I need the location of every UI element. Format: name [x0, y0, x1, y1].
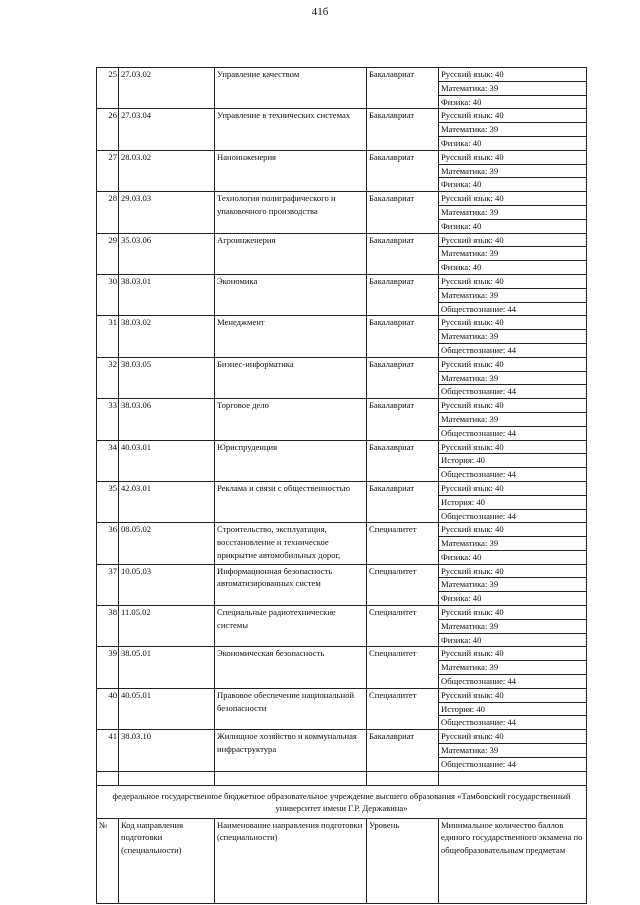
subject-min-score: Русский язык: 40	[439, 233, 587, 247]
subject-min-score: Обществознание: 44	[439, 468, 587, 482]
header-name: Наименование направления подготовки (специальности)	[215, 818, 367, 903]
row-number: 34	[97, 440, 119, 481]
subject-min-score: Обществознание: 44	[439, 509, 587, 523]
row-number: 33	[97, 399, 119, 440]
program-name: Экономическая безопасность	[215, 647, 367, 688]
subject-min-score: Математика: 39	[439, 371, 587, 385]
subject-min-score: Русский язык: 40	[439, 647, 587, 661]
education-level: Бакалавриат	[367, 399, 439, 440]
header-row	[97, 818, 587, 903]
program-code: 38.03.06	[119, 399, 215, 440]
education-level: Бакалавриат	[367, 150, 439, 191]
subject-min-score: Русский язык: 40	[439, 564, 587, 578]
row-number: 37	[97, 564, 119, 605]
table-row	[97, 688, 587, 702]
row-number: 36	[97, 523, 119, 564]
subject-min-score: Обществознание: 44	[439, 426, 587, 440]
row-number: 41	[97, 730, 119, 771]
program-code: 27.03.04	[119, 109, 215, 150]
program-name: Управление качеством	[215, 68, 367, 109]
program-name: Экономика	[215, 274, 367, 315]
empty-cell	[215, 771, 367, 785]
program-name: Информационная безопасность автоматизированных систем	[215, 564, 367, 605]
program-name: Наноинженерия	[215, 150, 367, 191]
admission-table	[96, 67, 587, 904]
row-number: 32	[97, 357, 119, 398]
table-row	[97, 606, 587, 620]
program-name: Юриспруденция	[215, 440, 367, 481]
empty-row	[97, 771, 587, 785]
subject-min-score: Математика: 39	[439, 164, 587, 178]
table-row	[97, 109, 587, 123]
subject-min-score: Физика: 40	[439, 633, 587, 647]
subject-min-score: Математика: 39	[439, 205, 587, 219]
row-number: 26	[97, 109, 119, 150]
education-level: Бакалавриат	[367, 316, 439, 357]
program-name: Менеджмент	[215, 316, 367, 357]
subject-min-score: Физика: 40	[439, 178, 587, 192]
program-code: 10.05.03	[119, 564, 215, 605]
program-code: 38.03.01	[119, 274, 215, 315]
row-number: 31	[97, 316, 119, 357]
program-name: Жилищное хозяйство и коммунальная инфраструктура	[215, 730, 367, 771]
program-code: 29.03.03	[119, 192, 215, 233]
table-row	[97, 647, 587, 661]
program-code: 28.03.02	[119, 150, 215, 191]
program-name: Торговое дело	[215, 399, 367, 440]
education-level: Бакалавриат	[367, 357, 439, 398]
education-level: Бакалавриат	[367, 730, 439, 771]
program-code: 42.03.01	[119, 481, 215, 522]
subject-min-score: Физика: 40	[439, 219, 587, 233]
program-code: 08.05.02	[119, 523, 215, 564]
header-code: Код направления подготовки (специальности)	[119, 818, 215, 903]
row-number: 39	[97, 647, 119, 688]
subject-min-score: Русский язык: 40	[439, 357, 587, 371]
empty-cell	[119, 771, 215, 785]
subject-min-score: Обществознание: 44	[439, 675, 587, 689]
subject-min-score: История: 40	[439, 454, 587, 468]
empty-cell	[439, 771, 587, 785]
row-number: 25	[97, 68, 119, 109]
subject-min-score: Обществознание: 44	[439, 757, 587, 771]
row-number: 30	[97, 274, 119, 315]
program-name: Агроинженерия	[215, 233, 367, 274]
subject-min-score: Русский язык: 40	[439, 688, 587, 702]
program-code: 35.03.06	[119, 233, 215, 274]
table-row	[97, 192, 587, 206]
subject-min-score: Математика: 39	[439, 247, 587, 261]
education-level: Специалитет	[367, 564, 439, 605]
table-row	[97, 150, 587, 164]
row-number: 28	[97, 192, 119, 233]
program-name: Бизнес-информатика	[215, 357, 367, 398]
row-number: 29	[97, 233, 119, 274]
subject-min-score: Математика: 39	[439, 123, 587, 137]
subject-min-score: Математика: 39	[439, 412, 587, 426]
header-min-score: Минимальное количество баллов единого государственного экзамена по общеобразовательным предметам	[439, 818, 587, 903]
subject-min-score: Русский язык: 40	[439, 399, 587, 413]
program-code: 38.03.10	[119, 730, 215, 771]
subject-min-score: Русский язык: 40	[439, 606, 587, 620]
education-level: Специалитет	[367, 523, 439, 564]
table-row	[97, 523, 587, 537]
program-code: 38.03.02	[119, 316, 215, 357]
subject-min-score: История: 40	[439, 702, 587, 716]
table-row	[97, 481, 587, 495]
program-code: 40.03.01	[119, 440, 215, 481]
table-row	[97, 440, 587, 454]
subject-min-score: Математика: 39	[439, 81, 587, 95]
subject-min-score: Физика: 40	[439, 95, 587, 109]
program-code: 38.03.05	[119, 357, 215, 398]
program-name: Технология полиграфического и упаковочного производства	[215, 192, 367, 233]
row-number: 40	[97, 688, 119, 729]
education-level: Бакалавриат	[367, 274, 439, 315]
subject-min-score: Обществознание: 44	[439, 302, 587, 316]
row-number: 27	[97, 150, 119, 191]
subject-min-score: Русский язык: 40	[439, 440, 587, 454]
organization-row	[97, 785, 587, 818]
program-name: Специальные радиотехнические системы	[215, 606, 367, 647]
subject-min-score: Физика: 40	[439, 592, 587, 606]
education-level: Бакалавриат	[367, 233, 439, 274]
table-row	[97, 316, 587, 330]
subject-min-score: Физика: 40	[439, 136, 587, 150]
page-number: 41б	[311, 6, 329, 18]
subject-min-score: Русский язык: 40	[439, 523, 587, 537]
table-row	[97, 564, 587, 578]
program-name: Правовое обеспечение национальной безопасности	[215, 688, 367, 729]
organization-name: федеральное государственное бюджетное образовательное учреждение высшего образования «Тамбовский государственный университет имени Г.Р. Державина»	[97, 785, 587, 818]
row-number: 35	[97, 481, 119, 522]
education-level: Специалитет	[367, 606, 439, 647]
subject-min-score: Математика: 39	[439, 619, 587, 633]
table-row	[97, 233, 587, 247]
education-level: Бакалавриат	[367, 481, 439, 522]
table-row	[97, 68, 587, 82]
table-row	[97, 399, 587, 413]
subject-min-score: Математика: 39	[439, 661, 587, 675]
program-name: Строительство, эксплуатация, восстановление и техническое прикрытие автомобильных дорог,	[215, 523, 367, 564]
program-code: 11.05.02	[119, 606, 215, 647]
header-number: №	[97, 818, 119, 903]
subject-min-score: Обществознание: 44	[439, 716, 587, 730]
education-level: Специалитет	[367, 647, 439, 688]
subject-min-score: Русский язык: 40	[439, 192, 587, 206]
education-level: Бакалавриат	[367, 68, 439, 109]
program-name: Управление в технических системах	[215, 109, 367, 150]
subject-min-score: Русский язык: 40	[439, 316, 587, 330]
empty-cell	[367, 771, 439, 785]
program-code: 40.05.01	[119, 688, 215, 729]
subject-min-score: Физика: 40	[439, 261, 587, 275]
program-name: Реклама и связи с общественностью	[215, 481, 367, 522]
education-level: Бакалавриат	[367, 440, 439, 481]
subject-min-score: Русский язык: 40	[439, 68, 587, 82]
education-level: Бакалавриат	[367, 192, 439, 233]
education-level: Бакалавриат	[367, 109, 439, 150]
subject-min-score: Физика: 40	[439, 550, 587, 564]
subject-min-score: Русский язык: 40	[439, 109, 587, 123]
subject-min-score: Математика: 39	[439, 330, 587, 344]
empty-cell	[97, 771, 119, 785]
table-row	[97, 357, 587, 371]
subject-min-score: Русский язык: 40	[439, 274, 587, 288]
education-level: Специалитет	[367, 688, 439, 729]
subject-min-score: История: 40	[439, 495, 587, 509]
subject-min-score: Математика: 39	[439, 578, 587, 592]
subject-min-score: Русский язык: 40	[439, 730, 587, 744]
program-code: 27.03.02	[119, 68, 215, 109]
subject-min-score: Математика: 39	[439, 288, 587, 302]
row-number: 38	[97, 606, 119, 647]
subject-min-score: Русский язык: 40	[439, 150, 587, 164]
table-row	[97, 730, 587, 744]
table-row	[97, 274, 587, 288]
header-level: Уровень	[367, 818, 439, 903]
program-code: 38.05.01	[119, 647, 215, 688]
subject-min-score: Математика: 39	[439, 744, 587, 758]
subject-min-score: Математика: 39	[439, 537, 587, 551]
subject-min-score: Русский язык: 40	[439, 481, 587, 495]
subject-min-score: Обществознание: 44	[439, 343, 587, 357]
subject-min-score: Обществознание: 44	[439, 385, 587, 399]
